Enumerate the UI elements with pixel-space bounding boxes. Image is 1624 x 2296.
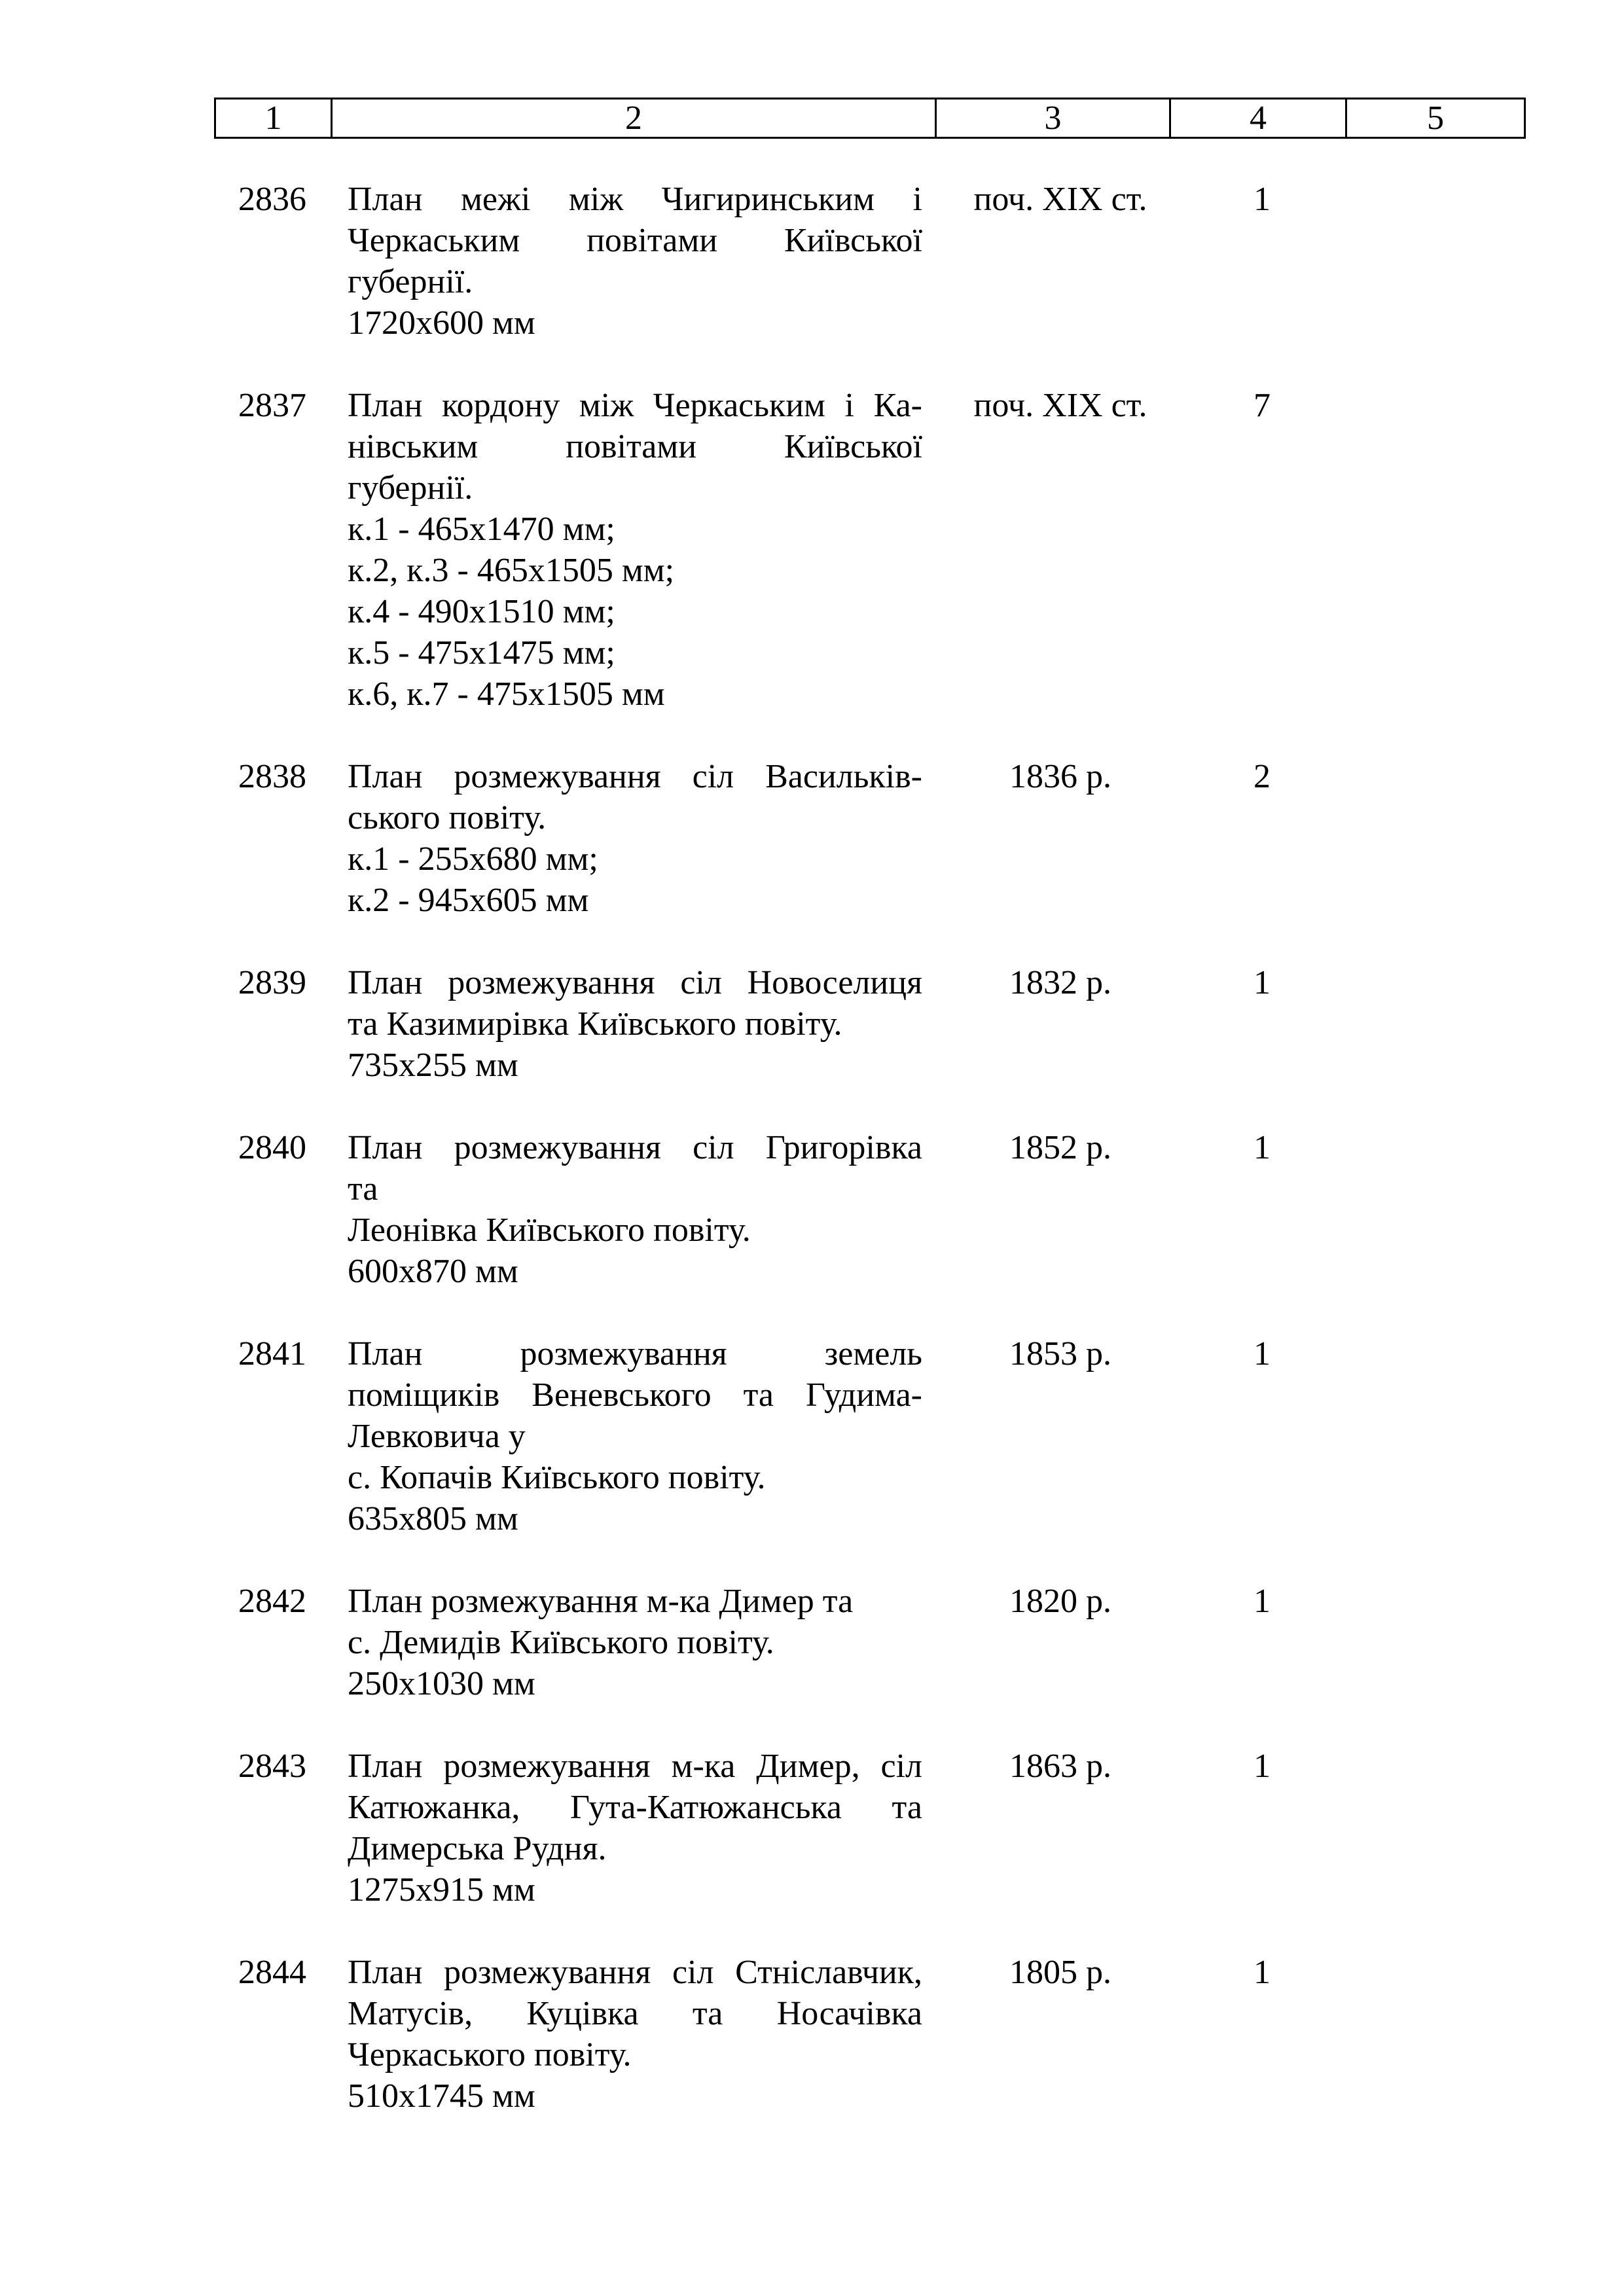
catalog-entry xyxy=(0,962,1624,1086)
description-line: Матусів, Куцівка та Носачівка xyxy=(348,1995,922,2032)
description-line: 1275х915 мм xyxy=(348,1871,535,1909)
description-line: с. Копачів Київського повіту. xyxy=(348,1459,766,1496)
entry-number: 2838 xyxy=(238,758,306,795)
entry-date: поч. XIX ст. xyxy=(973,181,1147,218)
description-line: поміщиків Веневського та Гудима- xyxy=(348,1376,922,1414)
description-line: 600х870 мм xyxy=(348,1253,518,1290)
entry-description xyxy=(348,179,922,344)
entry-description xyxy=(348,962,922,1086)
description-line: План розмежування сіл Новоселиця xyxy=(348,964,922,1001)
description-line: План розмежування м-ка Димер та xyxy=(348,1583,854,1620)
entry-date: 1863 р. xyxy=(1009,1748,1111,1785)
column-header-5: 5 xyxy=(1346,99,1525,138)
catalog-entry xyxy=(0,1333,1624,1539)
description-line: та Казимирівка Київського повіту. xyxy=(348,1005,842,1043)
entry-description xyxy=(348,1952,922,2117)
column-header-3: 3 xyxy=(936,99,1170,138)
entry-number: 2837 xyxy=(238,387,306,424)
entry-number: 2839 xyxy=(238,964,306,1001)
entry-date: 1852 р. xyxy=(1009,1129,1111,1166)
entry-sheet-count: 7 xyxy=(1254,387,1271,424)
description-line: Катюжанка, Гута-Катюжанська та xyxy=(348,1789,922,1826)
catalog-entry xyxy=(0,756,1624,921)
entry-date: 1836 р. xyxy=(1009,758,1111,795)
description-line: к.1 - 465х1470 мм; xyxy=(348,511,615,548)
description-line: 250х1030 мм xyxy=(348,1665,535,1702)
catalog-entry xyxy=(0,1581,1624,1704)
entry-number: 2836 xyxy=(238,181,306,218)
description-line: План розмежування сіл Григорівка xyxy=(348,1129,922,1166)
entry-sheet-count: 1 xyxy=(1254,1954,1271,1991)
catalog-entries xyxy=(0,179,1624,2158)
entry-sheet-count: 1 xyxy=(1254,964,1271,1001)
entry-number: 2842 xyxy=(238,1583,306,1620)
column-header-table xyxy=(214,98,1526,139)
description-line: та xyxy=(348,1170,378,1208)
description-line: к.2 - 945х605 мм xyxy=(348,882,589,919)
description-line: План розмежування м-ка Димер, сіл xyxy=(348,1748,922,1785)
entry-description xyxy=(348,1127,922,1292)
description-line: 1720х600 мм xyxy=(348,304,535,342)
description-line: 735х255 мм xyxy=(348,1047,518,1084)
description-line: Черкаським повітами Київської xyxy=(348,222,922,259)
entry-number: 2843 xyxy=(238,1748,306,1785)
entry-description xyxy=(348,385,922,715)
description-line: 510х1745 мм xyxy=(348,2077,535,2115)
description-line: Левковича у xyxy=(348,1418,526,1455)
entry-date: 1832 р. xyxy=(1009,964,1111,1001)
column-header-1: 1 xyxy=(215,99,332,138)
description-line: ського повіту. xyxy=(348,799,547,836)
entry-date: 1805 р. xyxy=(1009,1954,1111,1991)
entry-sheet-count: 1 xyxy=(1254,181,1271,218)
entry-sheet-count: 1 xyxy=(1254,1129,1271,1166)
description-line: к.1 - 255х680 мм; xyxy=(348,840,598,878)
description-line: губернії. xyxy=(348,469,473,507)
description-line: Черкаського повіту. xyxy=(348,2036,632,2073)
description-line: Леонівка Київського повіту. xyxy=(348,1211,751,1249)
entry-sheet-count: 2 xyxy=(1254,758,1271,795)
catalog-entry xyxy=(0,1127,1624,1292)
entry-sheet-count: 1 xyxy=(1254,1748,1271,1785)
entry-date: поч. XIX ст. xyxy=(973,387,1147,424)
catalog-entry xyxy=(0,179,1624,344)
entry-number: 2844 xyxy=(238,1954,306,1991)
entry-description xyxy=(348,1746,922,1910)
description-line: План розмежування земель xyxy=(348,1335,922,1372)
column-header-row xyxy=(215,99,1525,138)
entry-number: 2840 xyxy=(238,1129,306,1166)
description-line: к.4 - 490х1510 мм; xyxy=(348,593,615,630)
description-line: План кордону між Черкаським і Ка- xyxy=(348,387,922,424)
description-line: к.5 - 475х1475 мм; xyxy=(348,634,615,672)
description-line: с. Демидів Київського повіту. xyxy=(348,1624,774,1661)
catalog-entry xyxy=(0,1952,1624,2117)
description-line: План розмежування сіл Васильків- xyxy=(348,758,922,795)
entry-date: 1820 р. xyxy=(1009,1583,1111,1620)
entry-sheet-count: 1 xyxy=(1254,1335,1271,1372)
description-line: губернії. xyxy=(348,263,473,300)
description-line: 635х805 мм xyxy=(348,1500,518,1537)
column-header-4: 4 xyxy=(1170,99,1346,138)
catalog-entry xyxy=(0,385,1624,715)
entry-description xyxy=(348,756,922,921)
column-header-2: 2 xyxy=(332,99,936,138)
description-line: к.6, к.7 - 475х1505 мм xyxy=(348,675,665,713)
entry-description xyxy=(348,1333,922,1539)
description-line: Димерська Рудня. xyxy=(348,1830,607,1867)
description-line: к.2, к.3 - 465х1505 мм; xyxy=(348,552,675,589)
entry-date: 1853 р. xyxy=(1009,1335,1111,1372)
description-line: План межі між Чигиринським і xyxy=(348,181,922,218)
entry-number: 2841 xyxy=(238,1335,306,1372)
catalog-entry xyxy=(0,1746,1624,1910)
entry-sheet-count: 1 xyxy=(1254,1583,1271,1620)
description-line: нівським повітами Київської xyxy=(348,428,922,465)
entry-description xyxy=(348,1581,922,1704)
description-line: План розмежування сіл Стніславчик, xyxy=(348,1954,922,1991)
